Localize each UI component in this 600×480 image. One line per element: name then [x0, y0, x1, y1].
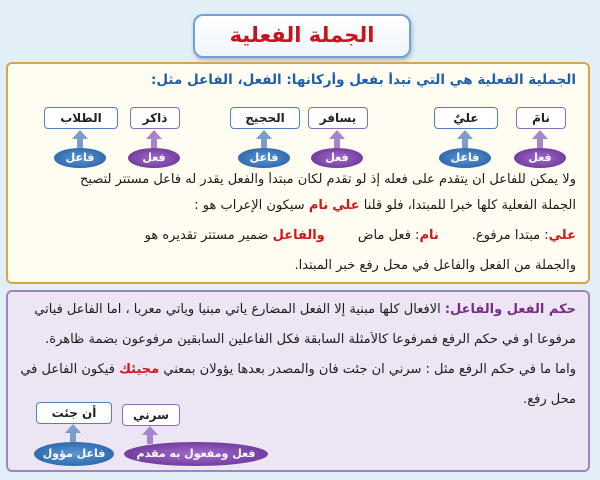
example-verb: سرني [122, 404, 180, 426]
paragraph-line: ولا يمكن للفاعل ان يتقدم على فعله إذ لو تقدم لكان مبتدأ والفعل يقدر له فاعل مستتر لتصبح [80, 172, 576, 187]
interpreted-subject-tag: فاعل مؤول [34, 442, 114, 466]
section-verb-subject-ruling [6, 290, 590, 472]
page-title: الجملة الفعلية [193, 14, 411, 58]
example-verb-3: ذاكر [130, 107, 180, 129]
verb-tag: فعل [128, 148, 180, 168]
verb-object-tag: فعل ومفعول به مقدم [124, 442, 268, 466]
section-verbal-sentence [6, 62, 590, 284]
subject-tag: فاعل [238, 148, 290, 168]
paragraph-line: حكم الفعل والفاعل: الافعال كلها مبنية إلا الفعل المضارع يأتي مبنيا ويأتي معربا ، اما الفاعل فيأتي [34, 302, 576, 317]
example-subject-2: الحجيج [230, 107, 300, 129]
paragraph-line: محل رفع. [523, 392, 576, 407]
definition-text: الجملية الفعلية هي التي تبدأ بفعل وأركانها: الفعل، الفاعل مثل: [150, 72, 576, 88]
example-verb-1: نامَ [516, 107, 566, 129]
subject-tag: فاعل [439, 148, 491, 168]
example-verb-2: يسافر [308, 107, 368, 129]
example-subject-1: عليٌ [434, 107, 498, 129]
example-subject-3: الطلاب [44, 107, 118, 129]
verb-tag: فعل [311, 148, 363, 168]
section-heading: حكم الفعل والفاعل: [444, 302, 576, 317]
verb-tag: فعل [514, 148, 566, 168]
paragraph-line: الجملة الفعلية كلها خبرا للمبتدا، فلو قلنا علي نام سيكون الإعراب هو : [194, 198, 576, 213]
subject-tag: فاعل [54, 148, 106, 168]
example-subject: أن جئت [36, 402, 112, 424]
paragraph-line: واما ما في حكم الرفع مثل : سرني ان جئت فان والمصدر بعدها يؤولان بمعني مجيئك فيكون الفاعل في [20, 362, 576, 377]
irab-line: علي: مبتدا مرفوع. نام: فعل ماضٍ والفاعل ضمير مستتر تقديره هو [144, 228, 576, 243]
paragraph-line: والجملة من الفعل والفاعل في محل رفع خبر المبتدا. [294, 258, 576, 273]
paragraph-line: مرفوعا او في حكم الرفع فمرفوعا كالأمثلة السابقة فكل الفاعلين السابقين مرفوعون بضمة ظاهرة. [45, 332, 576, 347]
